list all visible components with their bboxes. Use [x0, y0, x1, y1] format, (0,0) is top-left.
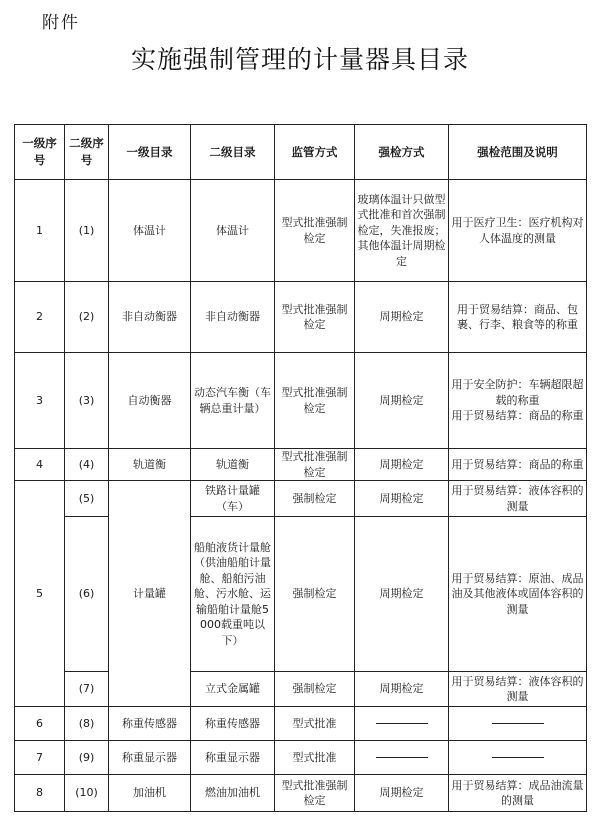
inspection-method: 周期检定 [355, 775, 449, 812]
regulation-method: 强制检定 [275, 672, 355, 707]
table-row [15, 741, 587, 775]
inspection-method: 周期检定 [355, 517, 449, 672]
header-row [15, 125, 587, 180]
level2-no: (5) [65, 481, 109, 517]
empty-dash [492, 757, 544, 758]
regulation-method: 型式批准 [275, 741, 355, 775]
regulation-method: 型式批准强制检定 [275, 353, 355, 449]
inspection-method [355, 707, 449, 741]
inspection-method: 周期检定 [355, 282, 449, 353]
level2-catalog: 动态汽车衡（车辆总重计量） [191, 353, 275, 449]
inspection-scope: 用于贸易结算：原油、成品油及其他液体或固体容积的测量 [449, 517, 587, 672]
level2-catalog: 体温计 [191, 180, 275, 282]
level1-no: 2 [15, 282, 65, 353]
level2-no: (2) [65, 282, 109, 353]
table-row [15, 672, 587, 707]
inspection-scope: 用于贸易结算：商品、包裹、行李、粮食等的称重 [449, 282, 587, 353]
level1-catalog: 轨道衡 [109, 449, 191, 481]
inspection-method: 周期检定 [355, 481, 449, 517]
header-scope: 强检范围及说明 [449, 125, 587, 180]
inspection-scope: 用于贸易结算：液体容积的测量 [449, 672, 587, 707]
level1-no: 8 [15, 775, 65, 812]
table-row [15, 282, 587, 353]
table-row [15, 449, 587, 481]
inspection-method: 玻璃体温计只做型式批准和首次强制检定，失准报废；其他体温计周期检定 [355, 180, 449, 282]
inspection-scope: 用于贸易结算：商品的称重 [449, 449, 587, 481]
level2-catalog: 轨道衡 [191, 449, 275, 481]
header-level2-no: 二级序号 [65, 125, 109, 180]
level1-catalog: 加油机 [109, 775, 191, 812]
level2-catalog: 称重传感器 [191, 707, 275, 741]
inspection-scope [449, 707, 587, 741]
regulation-method: 型式批准强制检定 [275, 775, 355, 812]
level1-no: 5 [15, 481, 65, 707]
header-level2-catalog: 二级目录 [191, 125, 275, 180]
inspection-scope [449, 353, 587, 449]
level1-no: 3 [15, 353, 65, 449]
inspection-method: 周期检定 [355, 449, 449, 481]
inspection-scope: 用于医疗卫生：医疗机构对人体温度的测量 [449, 180, 587, 282]
table-row [15, 517, 587, 672]
header-level1-catalog: 一级目录 [109, 125, 191, 180]
level1-catalog: 体温计 [109, 180, 191, 282]
regulation-method: 型式批准强制检定 [275, 449, 355, 481]
level2-no: (3) [65, 353, 109, 449]
level1-catalog: 计量罐 [109, 481, 191, 707]
regulation-method: 强制检定 [275, 517, 355, 672]
scope-trade: 用于贸易结算：商品的称重 [451, 409, 584, 423]
level2-catalog: 船舶液货计量舱（供油船舶计量舱、船舶污油舱、污水舱、运输船舶计量舱5000载重吨以下） [191, 517, 275, 672]
level1-no: 4 [15, 449, 65, 481]
level2-catalog: 非自动衡器 [191, 282, 275, 353]
empty-dash [492, 723, 544, 724]
level2-no: (6) [65, 517, 109, 672]
regulation-method: 型式批准强制检定 [275, 180, 355, 282]
level1-no: 6 [15, 707, 65, 741]
level1-no: 1 [15, 180, 65, 282]
level1-catalog: 称重传感器 [109, 707, 191, 741]
attachment-label: 附件 [42, 13, 80, 33]
level2-no: (9) [65, 741, 109, 775]
header-inspection-method: 强检方式 [355, 125, 449, 180]
regulation-method: 强制检定 [275, 481, 355, 517]
level2-no: (1) [65, 180, 109, 282]
level2-catalog: 称重显示器 [191, 741, 275, 775]
regulation-method: 型式批准强制检定 [275, 282, 355, 353]
inspection-method: 周期检定 [355, 353, 449, 449]
table-row [15, 481, 587, 517]
empty-dash [376, 723, 428, 724]
level1-catalog: 自动衡器 [109, 353, 191, 449]
page-title: 实施强制管理的计量器具目录 [130, 45, 469, 74]
catalog-table [14, 124, 587, 812]
scope-safety: 用于安全防护：车辆超限超载的称重 [451, 378, 584, 407]
level2-catalog: 燃油加油机 [191, 775, 275, 812]
table-row [15, 180, 587, 282]
inspection-scope: 用于贸易结算：成品油流量的测量 [449, 775, 587, 812]
header-level1-no: 一级序号 [15, 125, 65, 180]
level1-catalog: 称重显示器 [109, 741, 191, 775]
table-row [15, 775, 587, 812]
level1-catalog: 非自动衡器 [109, 282, 191, 353]
inspection-scope [449, 741, 587, 775]
inspection-scope: 用于贸易结算：液体容积的测量 [449, 481, 587, 517]
level2-no: (7) [65, 672, 109, 707]
level2-catalog: 铁路计量罐（车） [191, 481, 275, 517]
level2-catalog: 立式金属罐 [191, 672, 275, 707]
level2-no: (10) [65, 775, 109, 812]
header-regulation: 监管方式 [275, 125, 355, 180]
level2-no: (4) [65, 449, 109, 481]
table-row [15, 707, 587, 741]
empty-dash [376, 757, 428, 758]
level2-no: (8) [65, 707, 109, 741]
inspection-method [355, 741, 449, 775]
regulation-method: 型式批准 [275, 707, 355, 741]
inspection-method: 周期检定 [355, 672, 449, 707]
table-row [15, 353, 587, 449]
level1-no: 7 [15, 741, 65, 775]
